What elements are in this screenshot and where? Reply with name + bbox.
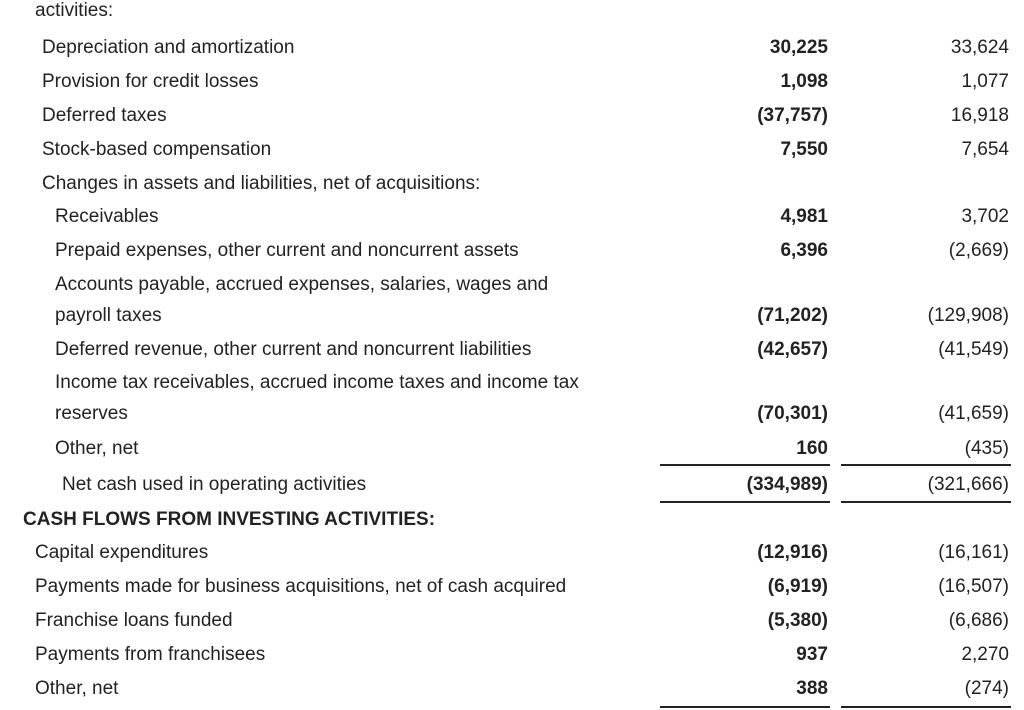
table-row (0, 672, 1024, 706)
current-year-value: 4,981 (780, 206, 828, 227)
current-year-value: 160 (796, 438, 828, 459)
subheading-row (0, 167, 1024, 201)
prior-year-value: (129,908) (927, 305, 1009, 326)
current-year-value: (42,657) (757, 339, 828, 360)
row-label-line1: Accounts payable, accrued expenses, salaries, wages and (55, 274, 549, 295)
table-row (0, 65, 1024, 99)
prior-year-value: 3,702 (961, 206, 1009, 227)
prior-year-value: (16,161) (938, 542, 1009, 563)
section-heading-row (0, 503, 1024, 537)
table-row (0, 234, 1024, 268)
subtotal-rule (660, 706, 830, 708)
row-label: Payments from franchisees (35, 644, 266, 665)
section-heading-row (0, 0, 1024, 28)
table-row (0, 333, 1024, 367)
prior-year-value: 1,077 (961, 71, 1009, 92)
current-year-value: 1,098 (780, 71, 828, 92)
row-label: Deferred revenue, other current and noncurrent liabilities (55, 339, 532, 360)
table-row (0, 200, 1024, 234)
prior-year-value: (274) (964, 678, 1009, 699)
current-year-value: 6,396 (780, 240, 828, 261)
row-label: Deferred taxes (42, 105, 167, 126)
table-row (0, 536, 1024, 570)
section-heading-fragment: activities: (35, 0, 114, 21)
table-row (0, 99, 1024, 133)
subtotal-rule (841, 706, 1011, 708)
prior-year-value: (16,507) (938, 576, 1009, 597)
current-year-value: (12,916) (757, 542, 828, 563)
table-row-line1 (0, 268, 1024, 302)
changes-subheading: Changes in assets and liabilities, net of acquisitions: (42, 173, 481, 194)
table-row (0, 299, 1024, 333)
total-label: Net cash used in operating activities (62, 474, 367, 495)
current-year-value: (37,757) (757, 105, 828, 126)
current-year-value: (71,202) (757, 305, 828, 326)
table-row (0, 638, 1024, 672)
row-label-line2: reserves (55, 403, 128, 424)
prior-year-value: 2,270 (961, 644, 1009, 665)
row-label-line1: Income tax receivables, accrued income taxes and income tax (55, 372, 579, 393)
current-year-value: (5,380) (767, 610, 828, 631)
row-label: Prepaid expenses, other current and noncurrent assets (55, 240, 519, 261)
row-label: Other, net (35, 678, 119, 699)
row-label: Receivables (55, 206, 159, 227)
table-row (0, 397, 1024, 431)
table-row (0, 570, 1024, 604)
row-label-line2: payroll taxes (55, 305, 162, 326)
table-row (0, 31, 1024, 65)
total-row (0, 468, 1024, 502)
subtotal-rule (841, 464, 1011, 466)
row-label: Payments made for business acquisitions, net of cash acquired (35, 576, 567, 597)
prior-year-value: (41,549) (938, 339, 1009, 360)
row-label: Capital expenditures (35, 542, 209, 563)
table-row (0, 133, 1024, 167)
current-year-value: 7,550 (780, 139, 828, 160)
prior-year-value: (435) (964, 438, 1009, 459)
row-label: Franchise loans funded (35, 610, 233, 631)
current-year-value: 388 (796, 678, 828, 699)
row-label: Depreciation and amortization (42, 37, 295, 58)
current-year-value: 937 (796, 644, 828, 665)
subtotal-rule (660, 464, 830, 466)
row-label: Other, net (55, 438, 139, 459)
prior-year-value: 16,918 (950, 105, 1009, 126)
current-year-value: 30,225 (769, 37, 828, 58)
table-row (0, 604, 1024, 638)
prior-year-value: 33,624 (950, 37, 1009, 58)
current-year-total: (334,989) (746, 474, 828, 495)
prior-year-value: 7,654 (961, 139, 1009, 160)
prior-year-value: (2,669) (948, 240, 1009, 261)
row-label: Stock-based compensation (42, 139, 272, 160)
investing-section-heading: CASH FLOWS FROM INVESTING ACTIVITIES: (23, 509, 436, 530)
prior-year-value: (41,659) (938, 403, 1009, 424)
current-year-value: (70,301) (757, 403, 828, 424)
table-row (0, 432, 1024, 466)
prior-year-total: (321,666) (927, 474, 1009, 495)
row-label: Provision for credit losses (42, 71, 259, 92)
prior-year-value: (6,686) (948, 610, 1009, 631)
table-row-line1 (0, 366, 1024, 400)
current-year-value: (6,919) (767, 576, 828, 597)
